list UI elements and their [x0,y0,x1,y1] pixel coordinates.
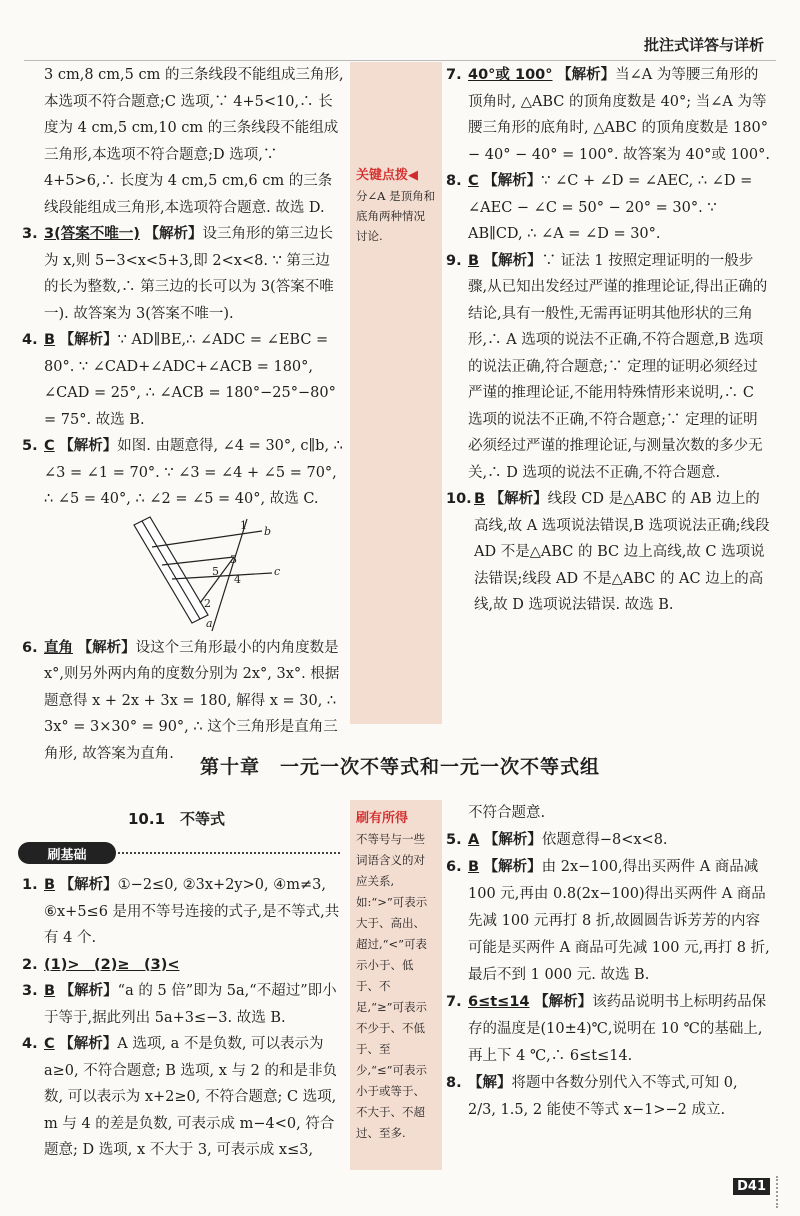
analysis-tag: 【解析】 [59,438,118,454]
answer: B [468,252,480,269]
analysis-tag: 【解析】 [483,832,542,848]
q2-continuation: 3 cm,8 cm,5 cm 的三条线段不能组成三角形,本选项不符合题意;C 选项,∵ 4+5<10,∴ 长度为 4 cm,5 cm,10 cm 的三条线段不能组成三角形,本选项不符合题意;D 选项,∵ 4+5>6,∴ 长度为 4 cm,5 cm,6 cm 的三条线段能组成三角形,本选项符合题意. 故选 D. [44,67,344,216]
question-number: 7. [446,994,462,1010]
analysis-text: 当∠A 为等腰三角形的顶角时, △ABC 的顶角度数是 40°; 当∠A 为等腰三角形的底角时, △ABC 的顶角度数是 180° − 40° − 40° = 100°. 故答案为 40°或 100°. [468,67,770,163]
analysis-text: 由 2x−100,得出买两件 A 商品减 100 元,再由 0.8(2x−100)得出买两件 A 商品先减 100 元再打 8 折,故圆圆告诉芳芳的内容可能是买两件 A 商品可先减 100 元,再打 8 折,最后不到 1 000 元. 故选 B. [468,859,770,983]
sidebar-text: 不等号与一些词语含义的对应关系,如:“>”可表示大于、高出、超过,“<”可表示小于、低于、不足,“≥”可表示不少于、不低于、至少,“≤”可表示小于或等于、不大于、不超过、至多. [356,832,428,1140]
right-bottom-column [446,800,770,1124]
question-number: 9. [446,252,462,269]
label-3: 3 [230,552,237,566]
question-number: 6. [446,859,462,875]
analysis-text: 设这个三角形最小的内角度数是 x°,则另外两内角的度数分别为 2x°, 3x°. 根据题意得 x + 2x + 3x = 180, 解得 x = 30, ∴ 3x° = 3×30° = 90°, ∴ 这个三角形是直角三角形, 故答案为直角. [44,639,340,762]
question-number: 4. [22,332,38,348]
analysis-text: 设三角形的第三边长为 x,则 5−3<x<5+3,即 2<x<8. ∵ 第三边的长为整数,∴ 第三边的长可以为 3(答案不唯一). 故答案为 3(答案不唯一). [44,226,334,322]
answer: C [44,1036,55,1052]
analysis-text: A 选项, a 不是负数, 可以表示为 a≥0, 不符合题意; B 选项, x 与 2 的和是非负数, 可以表示为 x+2≥0, 不符合题意; C 选项, m 与 4 的差是负数, 可表示成 m−4<0, 符合题意; D 选项, x 不大于 3, 可表示成 x≤3, [44,1036,337,1158]
dotted-rule [118,852,340,854]
analysis-tag: 【解析】 [483,859,542,875]
question-number: 2. [22,956,38,973]
running-header: 批注式详答与详析 [643,36,764,54]
analysis-text: 如图. 由题意得, ∠4 = 30°, c∥b, ∴ ∠3 = ∠1 = 70°. ∵ ∠3 = ∠4 + ∠5 = 70°, ∴ ∠5 = 40°, ∴ ∠2 = ∠5 = 40°, 故选 C. [44,438,343,507]
header-rule [24,60,776,61]
analysis-text: 将题中各数分别代入不等式,可知 0, 2/3, 1.5, 2 能使不等式 x−1>−2 成立. [468,1075,738,1118]
question-number: 6. [22,639,38,656]
question-number: 3. [22,226,38,242]
question-number: 4. [22,1036,38,1052]
key-tip-sidebar [350,62,442,724]
question-5 [22,433,344,513]
sidebar-title: 刷有所得 [356,811,409,826]
analysis-tag: 【解析】 [77,639,136,656]
question-8b [446,1070,770,1124]
analysis-tag: 【解析】 [59,877,118,893]
label-a: a [206,616,213,630]
label-2: 2 [204,596,211,610]
page-number: D41 [733,1178,770,1195]
analysis-tag: 【解析】 [483,173,542,189]
question-2 [22,952,344,979]
analysis-text: ∵ ∠C + ∠D = ∠AEC, ∴ ∠D = ∠AEC − ∠C = 50° − 20° = 30°. ∵ AB∥CD, ∴ ∠A = ∠D = 30°. [468,173,753,242]
chapter-title: 第十章 一元一次不等式和一元一次不等式组 [199,756,600,778]
question-4b [22,1031,344,1164]
analysis-text: ∵ 证法 1 按照定理证明的一般步骤,从已知出发经过严谨的推理论证,得出正确的结论,具有一般性,无需再证明其他形状的三角形,∴ A 选项的说法不正确,不符合题意,B 选项的说法正确,符合题意;∵ 定理的证明必须经过严谨的推理论证,不能用特殊情形来说明,∴ C 选项的说法不正确,不符合题意;∵ 定理的证明必须经过严谨的推理论证,与测量次数的多少无关,∴ D 选项的说法不正确,不符合题意. [468,252,768,481]
analysis-tag: 【解析】 [144,226,203,242]
answer: B [44,983,56,999]
question-3b [22,978,344,1031]
section-title: 10.1 不等式 [128,810,226,828]
analysis-text: 依题意得−8<x<8. [541,832,668,848]
question-10 [446,486,770,619]
question-6 [22,635,344,768]
question-number: 8. [446,173,462,189]
figure-container [22,513,344,635]
label-1: 1 [240,518,247,532]
analysis-tag: 【解析】 [483,252,542,269]
analysis-tag: 【解析】 [59,983,118,999]
answer: C [468,173,479,189]
analysis-tag: 【解析】 [489,491,548,507]
page-corner-mark [776,1176,790,1208]
answer: 3(答案不唯一) [44,226,140,242]
answer: 直角 [44,639,73,656]
analysis-tag: 【解析】 [59,1036,118,1052]
answer: C [44,438,55,454]
question-number: 8. [446,1075,462,1091]
sidebar-title: 关键点拨◀ [356,168,418,183]
question-7b [446,989,770,1070]
question-7 [446,62,770,168]
label-c: c [274,564,281,578]
sidebar-text: 分∠A 是顶角和底角两种情况讨论. [356,189,436,243]
label-4: 4 [234,572,241,586]
geometry-figure [22,513,322,635]
left-top-column [22,62,344,767]
question-8 [446,168,770,248]
answer: 40°或 100° [468,67,553,83]
question-number: 1. [22,877,38,893]
question-number: 5. [446,832,462,848]
right-top-column [446,62,770,619]
answer: B [474,491,486,507]
takeaway-sidebar [350,800,442,1170]
question-number: 5. [22,438,38,454]
analysis-text: ①−2≤0, ②3x+2y>0, ④m≠3, ⑥x+5≤6 是用不等号连接的式子,是不等式,共有 4 个. [44,877,340,946]
question-number: 3. [22,983,38,999]
answer: 6≤t≤14 [468,994,530,1010]
question-5b [446,827,770,854]
label-5: 5 [212,564,219,578]
question-6b [446,854,770,989]
question-4 [22,327,344,433]
answer: B [468,859,480,875]
analysis-tag: 【解】 [468,1075,512,1091]
question-number: 7. [446,67,462,83]
analysis-tag: 【解析】 [534,994,593,1010]
label-b: b [264,524,272,538]
q4-continuation: 不符合题意. [468,805,546,821]
answer: (1)> (2)≥ (3)< [44,956,180,973]
answer: B [44,332,56,348]
left-bottom-column [22,872,344,1164]
basics-badge: 刷基础 [18,842,116,864]
answer: A [468,832,480,848]
analysis-text: “a 的 5 倍”即为 5a,“不超过”即小于等于,据此列出 5a+3≤−3. 故选 B. [44,983,337,1026]
analysis-text: 线段 CD 是△ABC 的 AB 边上的高线,故 A 选项说法错误,B 选项说法正确;线段 AD 不是△ABC 的 BC 边上高线,故 C 选项说法错误;线段 AD 不是△ABC 的 AC 边上的高线,故 D 选项说法错误. 故选 B. [474,491,770,613]
question-3 [22,221,344,327]
analysis-tag: 【解析】 [557,67,616,83]
question-number: 10. [446,491,472,507]
analysis-tag: 【解析】 [59,332,118,348]
question-1 [22,872,344,952]
question-9 [446,248,770,487]
analysis-text: ∵ AD∥BE,∴ ∠ADC = ∠EBC = 80°. ∵ ∠CAD+∠ADC+∠ACB = 180°, ∠CAD = 25°, ∴ ∠ACB = 180°−25°−80° = 75°. 故选 B. [44,332,336,428]
answer: B [44,877,56,893]
analysis-text: 该药品说明书上标明药品保存的温度是(10±4)℃,说明在 10 ℃的基础上,再上下 4 ℃,∴ 6≤t≤14. [468,994,767,1064]
